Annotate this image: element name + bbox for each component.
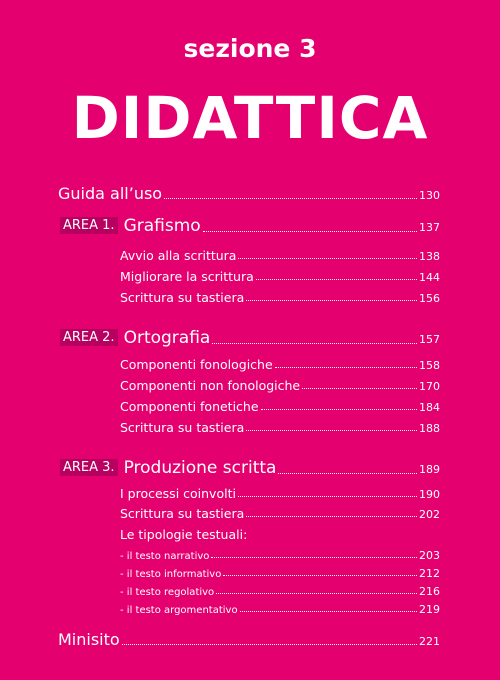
toc-entry-page: 138 [419,250,440,263]
dot-leader [261,408,417,410]
toc-entry-page: 156 [419,292,440,305]
toc-entry-page: 158 [419,359,440,372]
page-title: DIDATTICA [71,84,429,152]
dot-leader [212,342,417,344]
toc-entry[interactable] [120,399,440,414]
area-tag: AREA 2. [60,329,118,346]
dot-leader [203,230,417,232]
toc-entry[interactable] [120,378,440,393]
toc-area-1[interactable] [60,216,440,236]
dot-leader [256,278,417,280]
toc-area-3[interactable] [60,458,440,478]
toc-entry-page: 130 [419,189,440,202]
dot-leader [164,197,417,199]
toc-entry-label: Scrittura su tastiera [120,506,245,521]
toc-entry[interactable] [120,567,440,580]
dot-leader [246,429,417,431]
toc-entry-label: Componenti fonetiche [120,399,259,414]
toc-entry-page: 189 [419,463,440,476]
toc-entry[interactable] [120,269,440,284]
typologies-heading: Le tipologie testuali: [120,527,248,542]
toc-entry-label: - il testo narrativo [120,551,210,562]
toc-entry-page: 190 [419,488,440,501]
toc-entry-label: Scrittura su tastiera [120,420,245,435]
toc-entry-minisito[interactable] [60,630,440,649]
toc-area-2[interactable] [60,328,440,348]
toc-entry[interactable] [120,603,440,616]
toc-entry-label: - il testo argomentativo [120,605,238,616]
toc-entry[interactable] [120,248,440,263]
toc-entry[interactable] [120,549,440,562]
dot-leader [122,643,417,645]
toc-entry-label: Migliorare la scrittura [120,269,254,284]
toc-entry-label: - il testo informativo [120,569,222,580]
toc-entry-label: - il testo regolativo [120,587,215,598]
dot-leader [238,495,417,497]
area-name: Grafismo [123,216,201,236]
toc-entry[interactable] [120,420,440,435]
toc-entry-page: 212 [419,567,440,580]
toc-entry-page: 170 [419,380,440,393]
toc-entry-page: 202 [419,508,440,521]
area-name: Produzione scritta [123,458,277,478]
dot-leader [246,515,417,517]
dot-leader [240,610,417,612]
toc-entry-page: 137 [419,221,440,234]
toc-entry-page: 219 [419,603,440,616]
dot-leader [302,387,417,389]
toc-entry-label: Componenti fonologiche [120,357,273,372]
toc-entry-label: Componenti non fonologiche [120,378,301,393]
section-label: sezione 3 [183,34,317,63]
toc-entry-page: 184 [419,401,440,414]
dot-leader [275,366,417,368]
toc-entry[interactable] [120,506,440,521]
dot-leader [238,257,417,259]
toc-entry-page: 221 [419,635,440,648]
toc-entry[interactable] [120,486,440,501]
toc-entry-label: Avvio alla scrittura [120,248,237,263]
area-heading [60,328,210,348]
toc-entry[interactable] [120,290,440,305]
toc-entry-label: Minisito [58,630,120,649]
area-heading [60,216,201,236]
area-name: Ortografia [123,328,211,348]
toc-entry-label: Scrittura su tastiera [120,290,245,305]
toc-entry-page: 188 [419,422,440,435]
dot-leader [223,574,417,576]
area-tag: AREA 1. [60,217,118,234]
toc-entry-page: 144 [419,271,440,284]
dot-leader [278,472,417,474]
toc-entry-page: 203 [419,549,440,562]
area-tag: AREA 3. [60,459,118,476]
area-heading [60,458,276,478]
toc-entry-guide[interactable] [60,184,440,203]
dot-leader [216,592,417,594]
toc-entry[interactable] [120,585,440,598]
toc-entry-label: I processi coinvolti [120,486,236,501]
toc-entry-page: 216 [419,585,440,598]
toc-entry[interactable] [120,357,440,372]
toc-subheading [120,527,440,542]
dot-leader [211,556,417,558]
dot-leader [246,299,417,301]
toc-entry-label: Guida all’uso [58,184,163,203]
toc-entry-page: 157 [419,333,440,346]
